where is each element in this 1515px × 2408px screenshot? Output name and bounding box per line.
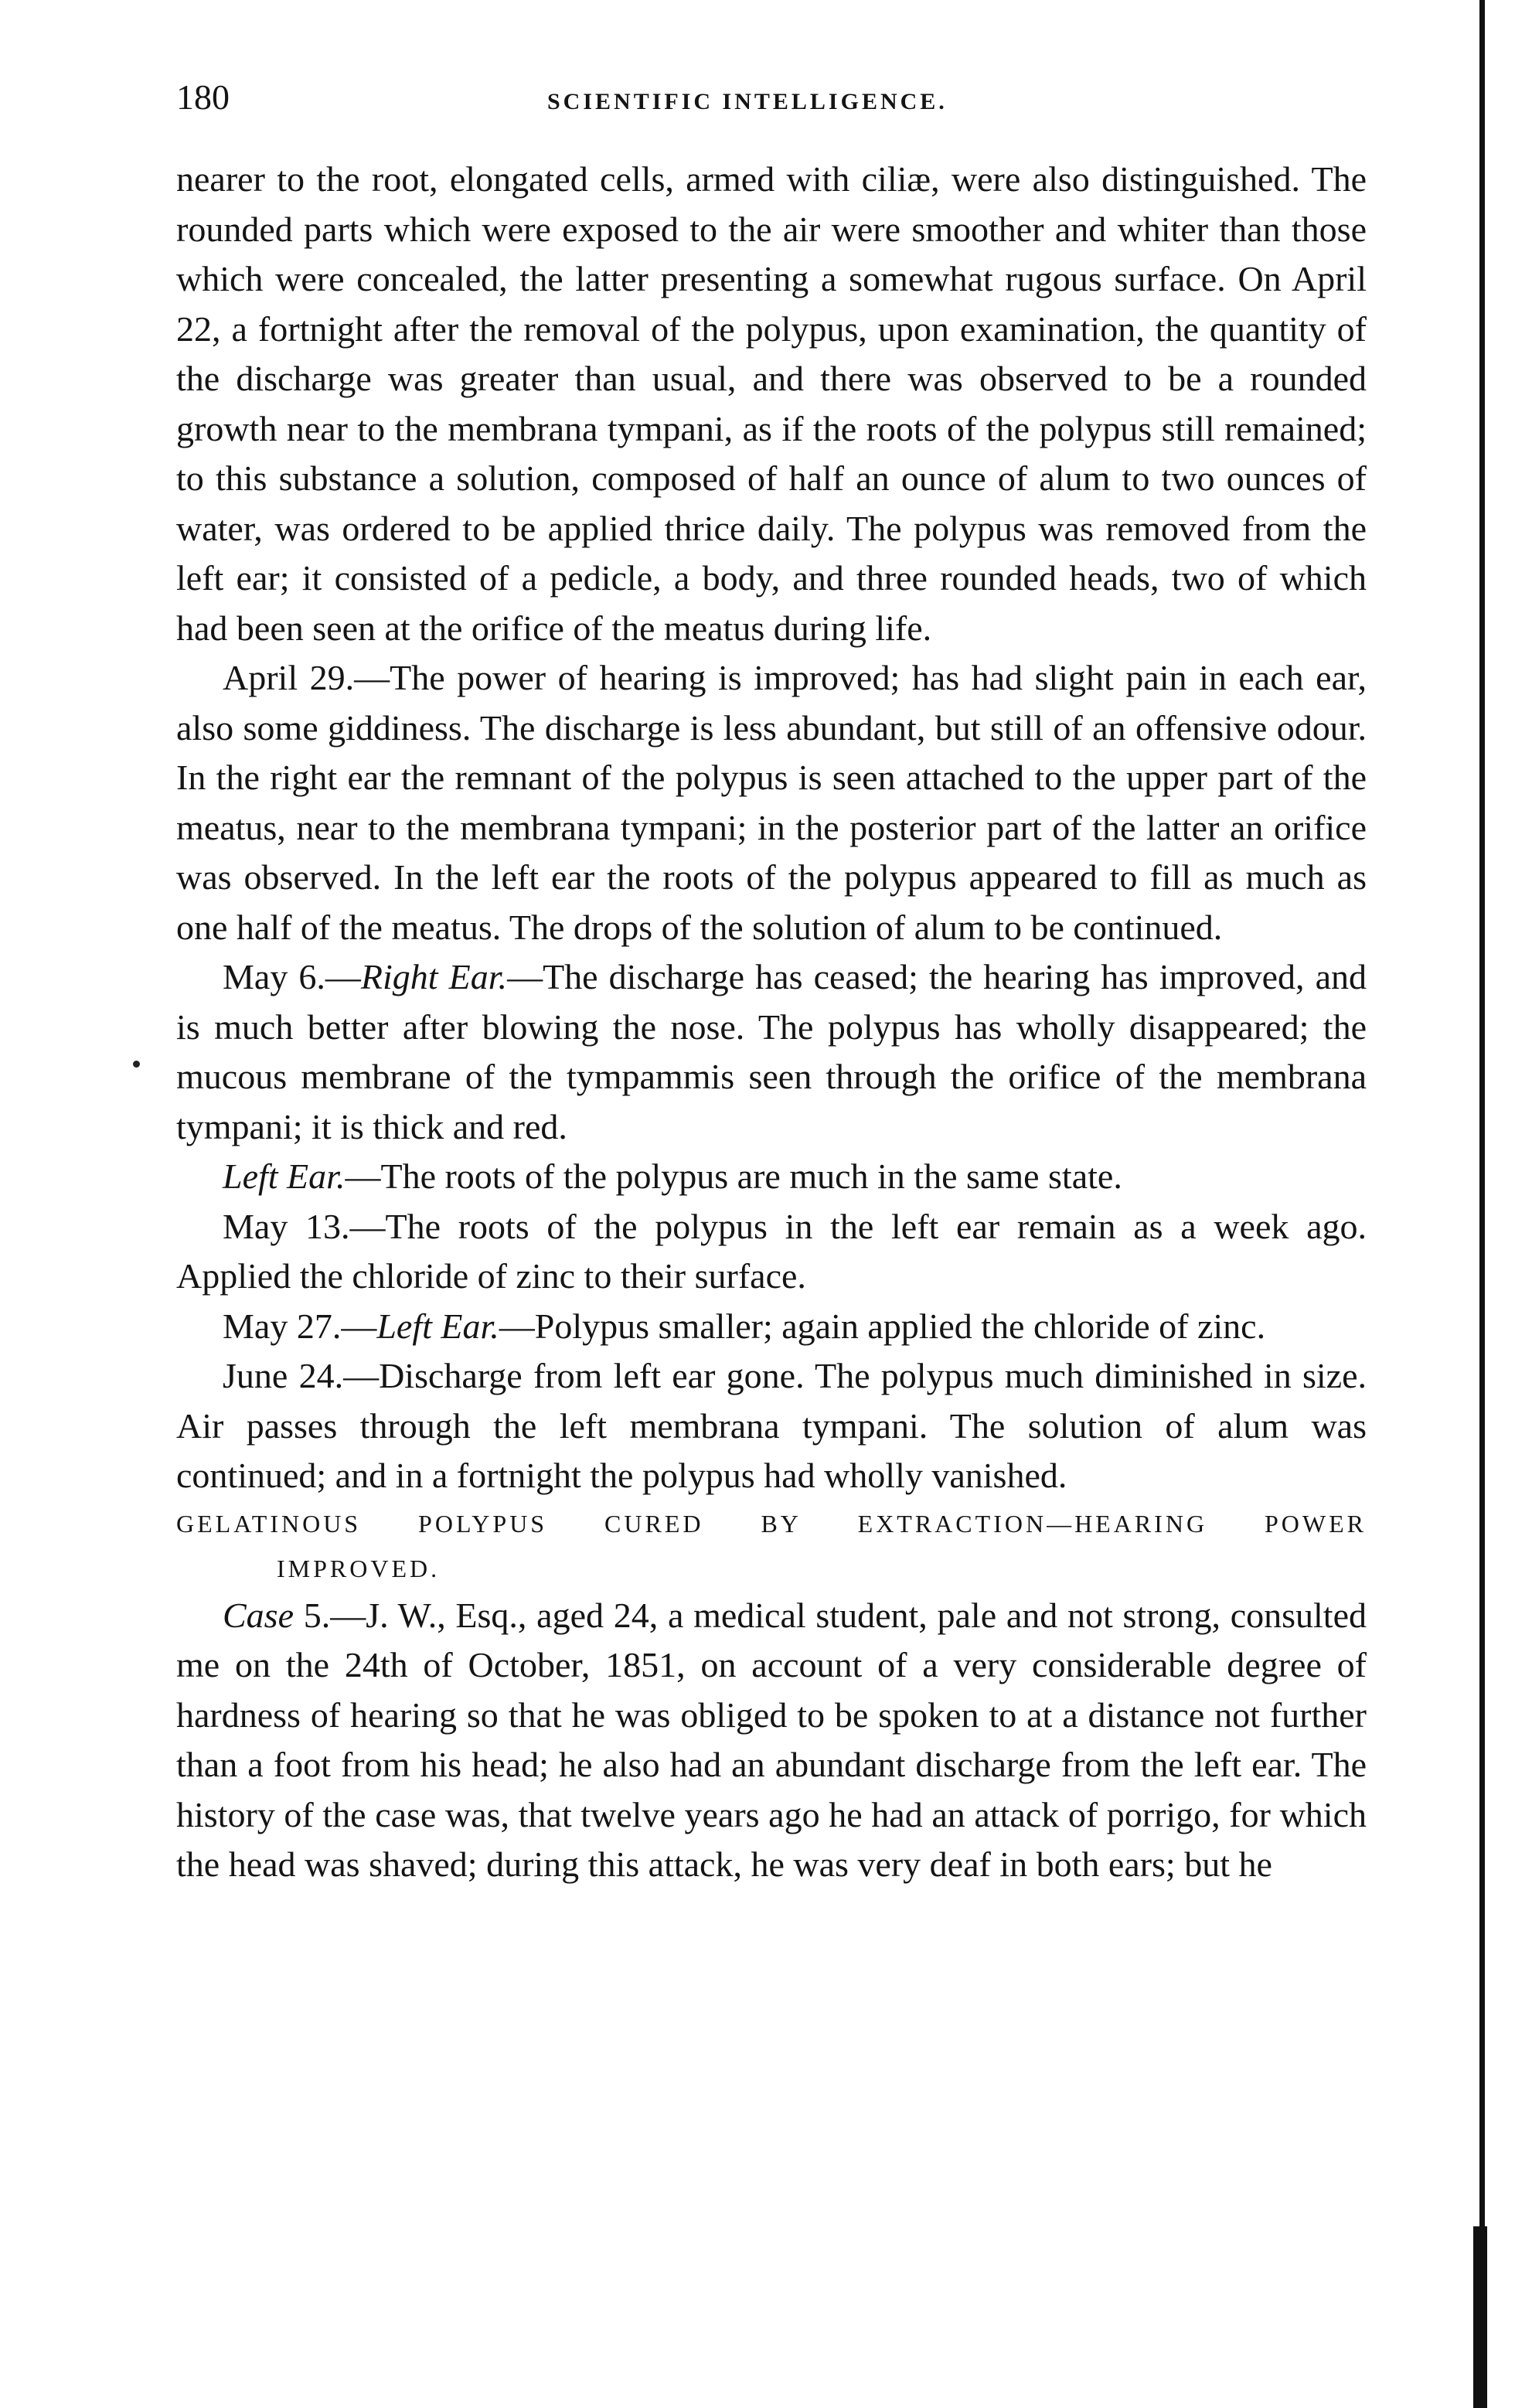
date-lead: May 6.—: [223, 957, 361, 996]
paragraph-text: —Polypus smaller; again applied the chloride of zinc.: [499, 1306, 1266, 1346]
paragraph-june-24: [176, 1351, 1367, 1501]
ear-label: Left Ear.: [223, 1156, 346, 1196]
paragraph-may-27: [176, 1302, 1367, 1352]
paragraph-case-5: [176, 1591, 1367, 1890]
ear-label: Right Ear.: [360, 957, 508, 996]
paragraph-text: —The roots of the polypus are much in the same state.: [345, 1156, 1122, 1196]
paragraph-text: 5.—J. W., Esq., aged 24, a medical student, pale and not strong, consulted me on the 24th of October, 1851, on account of a very considerable degree of hardness of hearing so that he was obliged to be spoken to at a distance not further than a foot from his head; he also had an abundant discharge from the left ear. The history of the case was, that twelve years ago he had an attack of porrigo, for which the head was shaved; during this attack, he was very deaf in both ears; but he: [176, 1595, 1367, 1884]
binding-edge-rule: [1479, 0, 1485, 2408]
case-label: Case: [223, 1595, 294, 1635]
binding-edge-shadow: [1473, 2226, 1487, 2408]
paragraph-text: —The discharge has ceased; the hearing has improved, and is much better after blowing the nose. The polypus has wholly disappeared; the mucous membrane of the tympammis seen through the orifice of the membrana tympani; it is thick and red.: [176, 957, 1367, 1146]
paragraph-may-13: [176, 1202, 1367, 1302]
ear-label: Left Ear.: [376, 1306, 499, 1346]
paragraph-text: June 24.—Discharge from left ear gone. The polypus much diminished in size. Air passes through the left membrana tympani. The solution of alum was continued; and in a fortnight the polypus had wholly vanished.: [176, 1356, 1367, 1495]
page-header: [176, 74, 1382, 121]
date-lead: May 27.—: [223, 1306, 377, 1346]
page-number: 180: [176, 77, 230, 117]
paragraph-left-ear: [176, 1152, 1367, 1202]
body-text: [176, 155, 1367, 1890]
section-heading: GELATINOUS POLYPUS CURED BY EXTRACTION—HEARING POWER IMPROVED.: [176, 1509, 1367, 1582]
margin-mark: [133, 1061, 140, 1068]
running-title: SCIENTIFIC INTELLIGENCE.: [547, 89, 948, 114]
paragraph-text: April 29.—The power of hearing is improved; has had slight pain in each ear, also some giddiness. The discharge is less abundant, but still of an offensive odour. In the right ear the remnant of the polypus is seen attached to the upper part of the meatus, near to the membrana tympani; in the posterior part of the latter an orifice was observed. In the left ear the roots of the polypus appeared to fill as much as one half of the meatus. The drops of the solution of alum to be continued.: [176, 658, 1367, 947]
paragraph-may-6: [176, 952, 1367, 1152]
paragraph-april-29: [176, 653, 1367, 952]
paragraph-continued: [176, 155, 1367, 653]
paragraph-text: nearer to the root, elongated cells, armed with ciliæ, were also distinguished. The rounded parts which were exposed to the air were smoother and whiter than those which were concealed, the latter presenting a somewhat rugous surface. On April 22, a fortnight after the removal of the polypus, upon examination, the quantity of the discharge was greater than usual, and there was observed to be a rounded growth near to the membrana tympani, as if the roots of the polypus still remained; to this substance a solution, composed of half an ounce of alum to two ounces of water, was ordered to be applied thrice daily. The polypus was removed from the left ear; it consisted of a pedicle, a body, and three rounded heads, two of which had been seen at the orifice of the meatus during life.: [176, 159, 1367, 648]
paragraph-text: May 13.—The roots of the polypus in the left ear remain as a week ago. Applied the chloride of zinc to their surface.: [176, 1206, 1367, 1296]
